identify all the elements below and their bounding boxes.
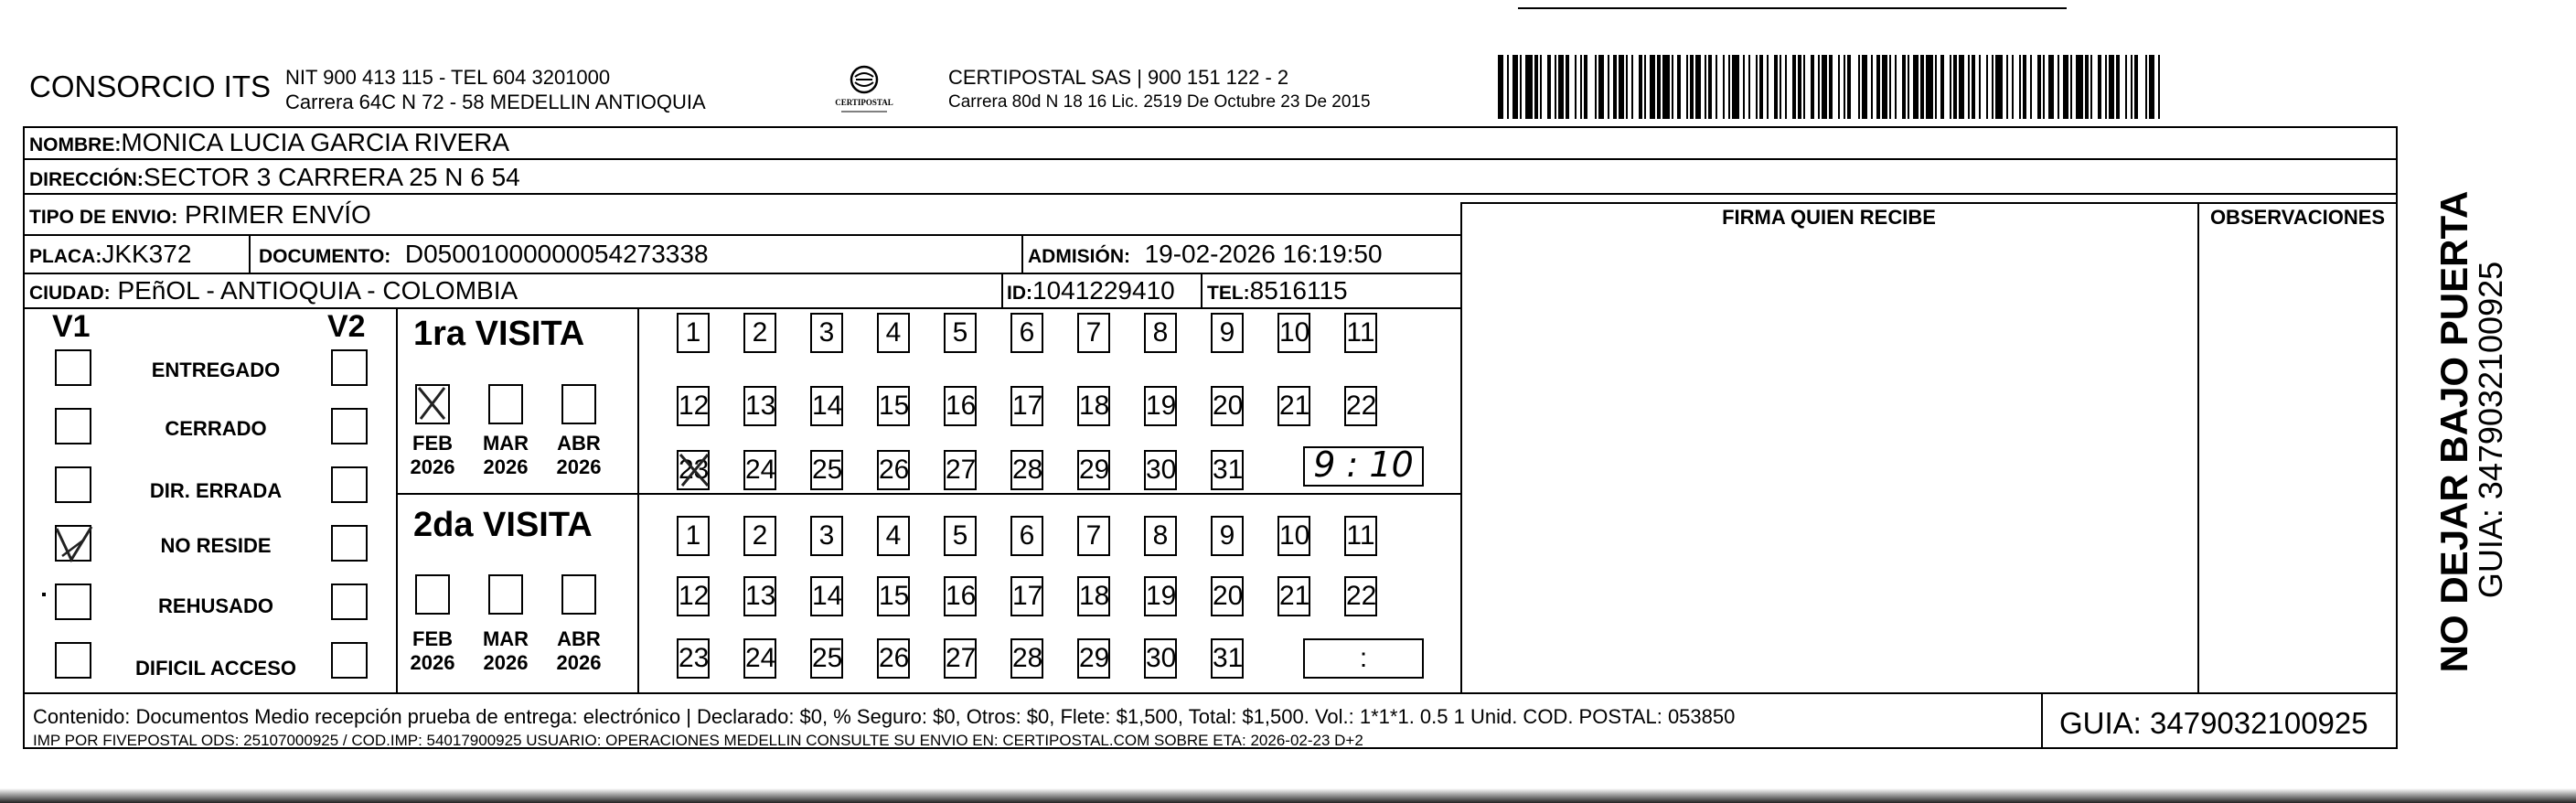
- barcode-bar: [1876, 55, 1880, 119]
- visit-2-day-11[interactable]: 11: [1344, 516, 1377, 556]
- barcode-bar: [1803, 55, 1805, 119]
- barcode-bar: [1705, 55, 1706, 119]
- barcode-bar: [1889, 55, 1891, 119]
- visit-1-day-28[interactable]: 28: [1010, 450, 1043, 490]
- barcode-bar: [1935, 55, 1937, 119]
- barcode-bar: [1756, 55, 1758, 119]
- barcode-bar: [2019, 55, 2021, 119]
- barcode-bar: [1792, 55, 1796, 119]
- handwritten-check-no-reside: [51, 519, 99, 569]
- barcode-bar: [1716, 55, 1717, 119]
- barcode-bar: [1732, 55, 1739, 119]
- company-nit: NIT 900 413 115 - TEL 604 3201000: [285, 66, 611, 89]
- visit-1-day-13[interactable]: 13: [743, 386, 776, 426]
- barcode: [1498, 55, 2165, 119]
- row-line: [23, 307, 1460, 309]
- barcode-bar: [1558, 55, 1564, 119]
- visit-2-day-22[interactable]: 22: [1344, 576, 1377, 616]
- nombre-label: NOMBRE:: [29, 134, 122, 155]
- barcode-bar: [1829, 55, 1833, 119]
- barcode-bar: [1992, 55, 1993, 119]
- barcode-bar: [1580, 55, 1582, 119]
- visit-2-day-7[interactable]: 7: [1077, 516, 1110, 556]
- barcode-bar: [1759, 55, 1763, 119]
- visit-2-day-9[interactable]: 9: [1211, 516, 1244, 556]
- visit-1-day-7[interactable]: 7: [1077, 313, 1110, 353]
- barcode-bar: [2048, 55, 2054, 119]
- status-cerrado: CERRADO: [165, 417, 267, 440]
- visit-2-day-4[interactable]: 4: [877, 516, 910, 556]
- barcode-bar: [2149, 55, 2154, 119]
- visit-2-time-box[interactable]: :: [1303, 638, 1424, 679]
- visit-2-day-20[interactable]: 20: [1211, 576, 1244, 616]
- barcode-bar: [1690, 55, 1694, 119]
- v1-checkbox-cerrado[interactable]: [55, 408, 91, 444]
- side-guia: GUIA: 3479032100925: [2472, 261, 2509, 599]
- visit-2-day-6[interactable]: 6: [1010, 516, 1043, 556]
- barcode-bar: [1968, 55, 1970, 119]
- col-line: [396, 307, 398, 692]
- visit-2-day-8[interactable]: 8: [1144, 516, 1177, 556]
- barcode-bar: [1525, 55, 1533, 119]
- placa-field: [29, 240, 191, 269]
- barcode-bar: [2063, 55, 2068, 119]
- tel-label: TEL:: [1207, 283, 1250, 304]
- barcode-bar: [2012, 55, 2014, 119]
- barcode-bar: [1728, 55, 1730, 119]
- placa-label: PLACA:: [29, 246, 102, 267]
- visit-1-day-25[interactable]: 25: [810, 450, 843, 490]
- visit-1-day-8[interactable]: 8: [1144, 313, 1177, 353]
- row-line: [23, 273, 1460, 274]
- barcode-bar: [1512, 55, 1518, 119]
- barcode-bar: [1847, 55, 1851, 119]
- row-line: [23, 193, 2398, 195]
- ciudad-field: [29, 276, 518, 305]
- col-line: [637, 307, 639, 692]
- visit-2-day-28[interactable]: 28: [1010, 638, 1043, 679]
- visit-2-day-2[interactable]: 2: [743, 516, 776, 556]
- visit-2-day-3[interactable]: 3: [810, 516, 843, 556]
- visit-1-day-14[interactable]: 14: [810, 386, 843, 426]
- visit-1-day-10[interactable]: 10: [1277, 313, 1310, 353]
- visit-1-day-20[interactable]: 20: [1211, 386, 1244, 426]
- barcode-bar: [1540, 55, 1542, 119]
- barcode-bar: [2090, 55, 2092, 119]
- visit-2-day-15[interactable]: 15: [877, 576, 910, 616]
- id-field: [1007, 276, 1175, 305]
- visit-2-day-5[interactable]: 5: [944, 516, 977, 556]
- visit-2-day-24[interactable]: 24: [743, 638, 776, 679]
- barcode-bar: [1748, 55, 1750, 119]
- barcode-bar: [1902, 55, 1906, 119]
- admision-label: ADMISIÓN:: [1028, 246, 1130, 267]
- col-line: [1201, 273, 1202, 307]
- barcode-bar: [1566, 55, 1569, 119]
- visit-2-day-17[interactable]: 17: [1010, 576, 1043, 616]
- barcode-bar: [1818, 55, 1820, 119]
- col-line: [2041, 692, 2043, 749]
- ciudad-label: CIUDAD:: [29, 283, 111, 304]
- documento-field: [259, 240, 709, 269]
- barcode-bar: [1595, 55, 1597, 119]
- visit-1-day-11[interactable]: 11: [1344, 313, 1377, 353]
- visit-2-month-box-mar[interactable]: [488, 574, 523, 615]
- company-name: CONSORCIO ITS: [29, 70, 272, 103]
- visit-2-day-26[interactable]: 26: [877, 638, 910, 679]
- direccion-value: SECTOR 3 CARRERA 25 N 6 54: [143, 163, 520, 191]
- barcode-bar: [2076, 55, 2083, 119]
- barcode-bar: [1575, 55, 1577, 119]
- barcode-bar: [1507, 55, 1509, 119]
- barcode-bar: [1950, 55, 1951, 119]
- barcode-bar: [1882, 55, 1887, 119]
- observaciones-header: OBSERVACIONES: [2209, 206, 2386, 229]
- documento-value: D05001000000054273338: [404, 240, 709, 268]
- barcode-bar: [1639, 55, 1642, 119]
- barcode-bar: [1547, 55, 1551, 119]
- firma-header: FIRMA QUIEN RECIBE: [1722, 206, 1936, 229]
- col-line: [249, 234, 251, 273]
- barcode-bar: [1677, 55, 1681, 119]
- visit-1-day-26[interactable]: 26: [877, 450, 910, 490]
- barcode-bar: [1686, 55, 1688, 119]
- visit-1-month-abr: ABR 2026: [556, 432, 602, 478]
- admision-field: [1028, 240, 1383, 269]
- barcode-bar: [2158, 55, 2160, 119]
- visit-2-day-16[interactable]: 16: [944, 576, 977, 616]
- visit-1-day-17[interactable]: 17: [1010, 386, 1043, 426]
- barcode-bar: [1995, 55, 2003, 119]
- barcode-bar: [1613, 55, 1617, 119]
- svg-text:CERTIPOSTAL: CERTIPOSTAL: [835, 98, 893, 107]
- visit-1-day-1[interactable]: 1: [677, 313, 710, 353]
- id-value: 1041229410: [1032, 276, 1175, 305]
- barcode-bar: [1657, 55, 1661, 119]
- visit-2-day-25[interactable]: 25: [810, 638, 843, 679]
- visit-2-day-27[interactable]: 27: [944, 638, 977, 679]
- visit-1-day-4[interactable]: 4: [877, 313, 910, 353]
- visit-1-day-21[interactable]: 21: [1277, 386, 1310, 426]
- barcode-bar: [1650, 55, 1655, 119]
- v1-label: V1: [52, 309, 91, 344]
- tipo-envio-value: PRIMER ENVÍO: [184, 200, 371, 229]
- placa-value: JKK372: [102, 240, 192, 268]
- visit-2-day-10[interactable]: 10: [1277, 516, 1310, 556]
- barcode-bar: [1798, 55, 1801, 119]
- barcode-bar: [1723, 55, 1725, 119]
- barcode-bar: [1626, 55, 1628, 119]
- barcode-bar: [2058, 55, 2059, 119]
- barcode-bar: [1584, 55, 1587, 119]
- barcode-bar: [2134, 55, 2138, 119]
- barcode-bar: [2116, 55, 2120, 119]
- visit-1-month-box-mar[interactable]: [488, 384, 523, 424]
- tel-field: [1207, 276, 1348, 305]
- visit-1-month-mar: MAR 2026: [482, 432, 529, 478]
- visit-1-day-15[interactable]: 15: [877, 386, 910, 426]
- visit-2-month-box-abr[interactable]: [561, 574, 596, 615]
- barcode-bar: [1662, 55, 1670, 119]
- barcode-bar: [1695, 55, 1701, 119]
- barcode-bar: [1774, 55, 1778, 119]
- barcode-bar: [1672, 55, 1673, 119]
- barcode-bar: [2023, 55, 2026, 119]
- visit-2-day-21[interactable]: 21: [1277, 576, 1310, 616]
- courier-license: Carrera 80d N 18 16 Lic. 2519 De Octubre 23 De 2015: [948, 92, 1371, 112]
- visit-1-day-5[interactable]: 5: [944, 313, 977, 353]
- status-dificil-acceso: DIFICIL ACCESO: [134, 657, 296, 680]
- col-line: [1460, 202, 1462, 692]
- barcode-bar: [1785, 55, 1787, 119]
- barcode-bar: [1959, 55, 1964, 119]
- id-label: ID:: [1007, 283, 1032, 304]
- footer-imp: IMP POR FIVEPOSTAL ODS: 25107000925 / COD.IMP: 54017900925 USUARIO: OPERACIONES MEDELLIN CONSULTE SU ENVIO EN: CERTIPOSTAL.COM SOBRE ETA: 2026-02-23 D+2: [33, 732, 1363, 749]
- visit-1-day-23[interactable]: 23: [677, 450, 710, 490]
- visit-2-month-mar: MAR 2026: [482, 627, 529, 674]
- barcode-bar: [1534, 55, 1538, 119]
- v1-checkbox-dir-errada[interactable]: [55, 466, 91, 503]
- footer-contenido: Contenido: Documentos Medio recepción prueba de entrega: electrónico | Declarado: $0, % Seguro: $0, Otros: $0, Flete: $1,500, Total: $1,500. Vol.: 1*1*1. 0.5 1 Unid. COD. POSTAL: 053850: [33, 705, 1736, 728]
- barcode-bar: [1520, 55, 1522, 119]
- row-line: [23, 234, 1460, 236]
- v2-checkbox-entregado[interactable]: [331, 349, 368, 386]
- v1-checkbox-dificil-acceso[interactable]: [55, 642, 91, 679]
- visit-1-handwritten-time: 9 : 10: [1313, 444, 1414, 485]
- barcode-bar: [1940, 55, 1944, 119]
- barcode-bar: [2085, 55, 2089, 119]
- direccion-label: DIRECCIÓN:: [29, 169, 144, 190]
- certipostal-logo-icon: [832, 64, 896, 115]
- barcode-bar: [1767, 55, 1769, 119]
- barcode-bar: [2131, 55, 2132, 119]
- barcode-bar: [1838, 55, 1840, 119]
- visit-2-month-feb: FEB 2026: [410, 627, 455, 674]
- visit-1-day-6[interactable]: 6: [1010, 313, 1043, 353]
- barcode-bar: [1822, 55, 1827, 119]
- barcode-bar: [1895, 55, 1897, 119]
- barcode-bar: [1844, 55, 1845, 119]
- barcode-bar: [2125, 55, 2127, 119]
- handwritten-x-day-23: [673, 447, 715, 493]
- row-line: [23, 158, 2398, 160]
- admision-value: 19-02-2026 16:19:50: [1144, 240, 1383, 268]
- v2-checkbox-cerrado[interactable]: [331, 408, 368, 444]
- barcode-bar: [2037, 55, 2041, 119]
- barcode-bar: [1926, 55, 1933, 119]
- visit-2-title: 2da VISITA: [413, 506, 593, 544]
- barcode-bar: [2043, 55, 2045, 119]
- row-line: [396, 493, 1460, 495]
- visit-2-day-31[interactable]: 31: [1211, 638, 1244, 679]
- ciudad-value: PEñOL - ANTIOQUIA - COLOMBIA: [117, 276, 518, 305]
- col-line: [1021, 234, 1023, 273]
- tel-value: 8516115: [1249, 276, 1348, 305]
- v2-checkbox-dir-errada[interactable]: [331, 466, 368, 503]
- nombre-field: [29, 128, 509, 157]
- barcode-bar: [2098, 55, 2101, 119]
- barcode-bar: [1811, 55, 1814, 119]
- visit-2-month-abr: ABR 2026: [556, 627, 602, 674]
- tipo-envio-label: TIPO DE ENVIO:: [29, 207, 178, 228]
- side-warning: NO DEJAR BAJO PUERTA: [2432, 190, 2475, 673]
- barcode-top-line: [1518, 7, 2067, 9]
- barcode-bar: [1780, 55, 1781, 119]
- barcode-bar: [1862, 55, 1867, 119]
- barcode-bar: [1619, 55, 1624, 119]
- barcode-bar: [1908, 55, 1909, 119]
- barcode-bar: [1858, 55, 1860, 119]
- handwritten-x-feb: [413, 382, 452, 426]
- visit-2-day-1[interactable]: 1: [677, 516, 710, 556]
- v1-checkbox-rehusado[interactable]: [55, 584, 91, 620]
- visit-1-day-18[interactable]: 18: [1077, 386, 1110, 426]
- status-rehusado: REHUSADO: [158, 594, 273, 617]
- visit-2-month-box-feb[interactable]: [415, 574, 450, 615]
- visit-1-day-9[interactable]: 9: [1211, 313, 1244, 353]
- barcode-bar: [1498, 55, 1503, 119]
- barcode-bar: [1920, 55, 1924, 119]
- visit-2-day-30[interactable]: 30: [1144, 638, 1177, 679]
- barcode-bar: [2030, 55, 2032, 119]
- barcode-bar: [1871, 55, 1873, 119]
- company-address: Carrera 64C N 72 - 58 MEDELLIN ANTIOQUIA: [285, 91, 706, 113]
- barcode-bar: [2006, 55, 2008, 119]
- v2-checkbox-no-reside[interactable]: [331, 525, 368, 562]
- barcode-bar: [1598, 55, 1604, 119]
- barcode-bar: [1913, 55, 1919, 119]
- barcode-bar: [2070, 55, 2072, 119]
- visit-2-day-13[interactable]: 13: [743, 576, 776, 616]
- v2-checkbox-dificil-acceso[interactable]: [331, 642, 368, 679]
- certipostal-logo: [832, 64, 896, 115]
- barcode-bar: [1555, 55, 1556, 119]
- barcode-bar: [2105, 55, 2107, 119]
- scan-bottom-edge: [0, 788, 2576, 803]
- barcode-bar: [1979, 55, 1981, 119]
- barcode-bar: [2109, 55, 2114, 119]
- tipo-envio-field: [29, 200, 371, 230]
- barcode-bar: [2145, 55, 2147, 119]
- visit-1-day-22[interactable]: 22: [1344, 386, 1377, 426]
- visit-2-day-12[interactable]: 12: [677, 576, 710, 616]
- barcode-bar: [1953, 55, 1957, 119]
- visit-1-day-24[interactable]: 24: [743, 450, 776, 490]
- v2-label: V2: [327, 309, 366, 344]
- visit-1-month-box-abr[interactable]: [561, 384, 596, 424]
- courier-name: CERTIPOSTAL SAS | 900 151 122 - 2: [948, 66, 1289, 89]
- visit-2-day-19[interactable]: 19: [1144, 576, 1177, 616]
- visit-2-day-14[interactable]: 14: [810, 576, 843, 616]
- visit-1-day-2[interactable]: 2: [743, 313, 776, 353]
- col-line: [2197, 202, 2199, 692]
- barcode-bar: [1644, 55, 1646, 119]
- status-entregado: ENTREGADO: [151, 359, 281, 381]
- direccion-field: [29, 163, 520, 192]
- barcode-bar: [1972, 55, 1975, 119]
- visit-1-day-30[interactable]: 30: [1144, 450, 1177, 490]
- visit-1-day-19[interactable]: 19: [1144, 386, 1177, 426]
- stray-mark: [42, 593, 46, 596]
- barcode-bar: [1608, 55, 1609, 119]
- col-line: [1001, 273, 1003, 307]
- visit-1-month-feb: FEB 2026: [410, 432, 455, 478]
- status-no-reside: NO RESIDE: [160, 534, 272, 557]
- visit-1-day-31[interactable]: 31: [1211, 450, 1244, 490]
- v1-checkbox-entregado[interactable]: [55, 349, 91, 386]
- nombre-value: MONICA LUCIA GARCIA RIVERA: [121, 128, 510, 156]
- visit-1-title: 1ra VISITA: [413, 315, 585, 353]
- visit-1-day-27[interactable]: 27: [944, 450, 977, 490]
- row-line: [1460, 202, 2398, 204]
- footer-guia: GUIA: 3479032100925: [2059, 706, 2368, 740]
- barcode-bar: [1986, 55, 1988, 119]
- v2-checkbox-rehusado[interactable]: [331, 584, 368, 620]
- visit-2-day-29[interactable]: 29: [1077, 638, 1110, 679]
- documento-label: DOCUMENTO:: [259, 246, 391, 267]
- barcode-bar: [1743, 55, 1745, 119]
- barcode-bar: [1708, 55, 1712, 119]
- visit-2-day-23[interactable]: 23: [677, 638, 710, 679]
- visit-1-day-12[interactable]: 12: [677, 386, 710, 426]
- visit-1-day-16[interactable]: 16: [944, 386, 977, 426]
- visit-2-day-18[interactable]: 18: [1077, 576, 1110, 616]
- barcode-bar: [1631, 55, 1633, 119]
- status-dir-errada: DIR. ERRADA: [149, 479, 283, 502]
- visit-1-day-29[interactable]: 29: [1077, 450, 1110, 490]
- visit-1-day-3[interactable]: 3: [810, 313, 843, 353]
